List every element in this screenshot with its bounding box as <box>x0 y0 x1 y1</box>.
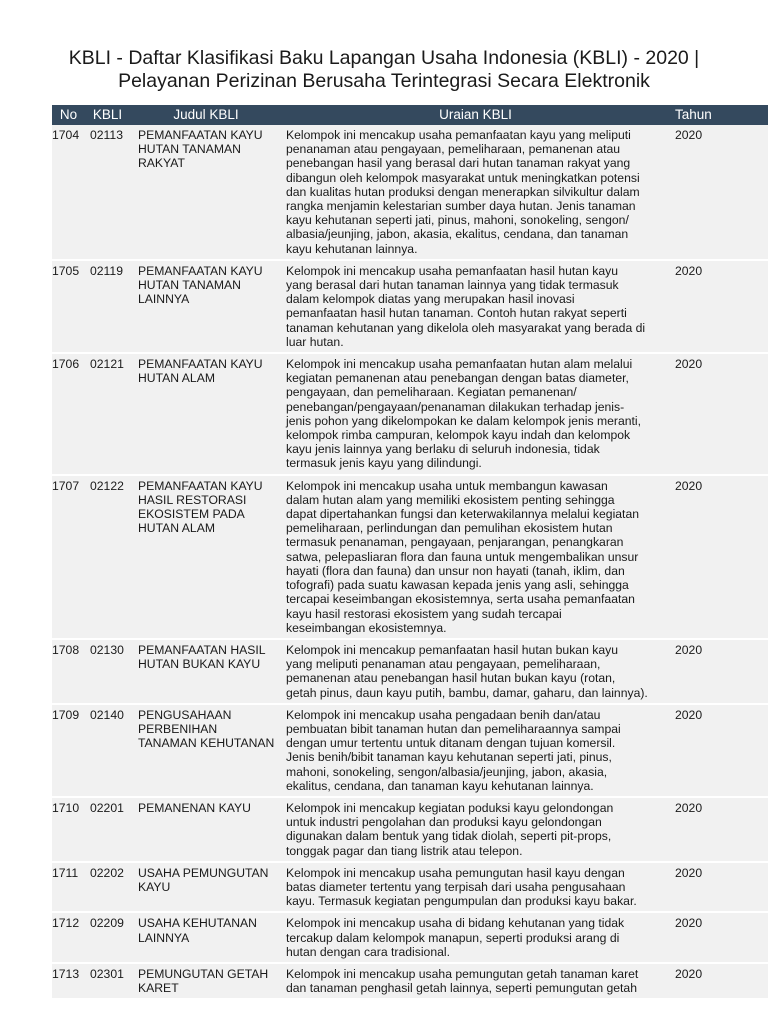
row-judul-line: LAINNYA <box>138 930 190 945</box>
row-judul-line: PERBENIHAN <box>138 721 218 736</box>
row-kbli-code: 02130 <box>85 640 130 703</box>
row-uraian-line: yang meliputi penanaman atau pengayaan, pemeliharaan, <box>286 657 601 672</box>
row-uraian-line: kayu jenis lainnya yang berlaku di seluruh indonesia, tidak <box>286 442 600 457</box>
row-uraian-line: pengayaan, dan pemeliharaan. Kegiatan pemanenan/ <box>286 385 577 400</box>
row-tahun: 2020 <box>669 354 768 474</box>
row-no: 1705 <box>52 261 85 352</box>
row-judul-line: LAINNYA <box>138 292 190 307</box>
row-no: 1709 <box>52 705 85 796</box>
row-judul <box>130 261 282 352</box>
row-judul <box>130 798 282 861</box>
row-judul-line: HUTAN BUKAN KAYU <box>138 657 261 672</box>
row-uraian-line: digunakan dalam bentuk yang tidak diolah, seperti pit-props, <box>286 829 612 844</box>
row-uraian-line: rangka menjamin kelestarian sumber daya hutan. Jenis tanaman <box>286 199 636 214</box>
row-uraian-line: kayu hasil restorasi ekosistem yang sudah tercapai <box>286 606 562 621</box>
row-judul <box>130 354 282 474</box>
row-no: 1710 <box>52 798 85 861</box>
row-judul-line: USAHA KEHUTANAN <box>138 916 257 931</box>
row-tahun: 2020 <box>669 798 768 861</box>
row-judul-line: TANAMAN KEHUTANAN <box>138 736 275 751</box>
row-uraian-line: batas diameter tertentu yang terpisah dari usaha pengusahaan <box>286 879 626 894</box>
kbli-table <box>52 105 768 998</box>
table-row <box>52 125 768 259</box>
row-uraian <box>282 705 669 796</box>
row-uraian-line: dalam kelompok diatas yang merupakan hasil inovasi <box>286 292 575 307</box>
row-uraian-line: kegiatan pemanenan atau penebangan dengan batas diameter, <box>286 371 629 386</box>
row-judul-line: HUTAN TANAMAN <box>138 142 241 157</box>
row-tahun: 2020 <box>669 705 768 796</box>
row-uraian-line: Kelompok ini mencakup usaha pemanfaatan hasil hutan kayu <box>286 263 618 278</box>
row-judul-line: KARET <box>138 981 179 996</box>
row-judul-line: PEMANFAATAN KAYU <box>138 128 263 142</box>
row-uraian-line: pemanenan atau penebangan hasil hutan bukan kayu (rotan, <box>286 671 616 686</box>
page-title-line-2: Pelayanan Perizinan Berusaha Terintegrasi Secara Elektronik <box>118 70 650 92</box>
row-judul-line: PEMUNGUTAN GETAH <box>138 966 269 981</box>
table-body <box>52 125 768 998</box>
table-header <box>52 105 768 125</box>
row-tahun: 2020 <box>669 863 768 912</box>
row-uraian-line: tonggak pagar dan tiang listrik atau telepon. <box>286 843 523 858</box>
row-judul <box>130 705 282 796</box>
row-uraian-line: satwa, pelepasliaran flora dan fauna untuk mengembalikan unsur <box>286 549 639 564</box>
table-row <box>52 705 768 796</box>
row-uraian-line: untuk industri pengolahan dan produksi kayu gelondongan <box>286 815 602 830</box>
column-header-judul: Judul KBLI <box>130 105 282 125</box>
row-uraian-line: Kelompok ini mencakup pemanfaatan hasil hutan bukan kayu <box>286 642 618 657</box>
table-row <box>52 964 768 998</box>
row-uraian-line: hutan dengan cara tradisional. <box>286 944 450 959</box>
row-tahun: 2020 <box>669 125 768 259</box>
row-judul-line: PENGUSAHAAN <box>138 707 232 722</box>
row-uraian-line: keseimbangan ekosistemnya. <box>286 620 447 635</box>
row-uraian-line: Kelompok ini mencakup usaha pemanfaatan kayu yang meliputi <box>286 128 631 142</box>
row-kbli-code: 02119 <box>85 261 130 352</box>
row-judul-line: PEMANFAATAN HASIL <box>138 642 266 657</box>
row-no: 1711 <box>52 863 85 912</box>
table-row <box>52 261 768 352</box>
row-kbli-code: 02201 <box>85 798 130 861</box>
row-uraian-line: kayu. Termasuk kegiatan pengumpulan dan produksi kayu bakar. <box>286 894 637 909</box>
row-uraian-line: Kelompok ini mencakup usaha pemungutan getah tanaman karet <box>286 966 639 981</box>
row-uraian-line: luar hutan. <box>286 334 344 349</box>
row-uraian-line: pemeliharaan, perlindungan dan pemulihan ekosistem hutan <box>286 521 613 536</box>
row-uraian <box>282 798 669 861</box>
row-kbli-code: 02121 <box>85 354 130 474</box>
table-header-row <box>52 105 768 125</box>
row-no: 1704 <box>52 125 85 259</box>
row-tahun: 2020 <box>669 476 768 638</box>
row-uraian-line: pembuatan bibit tanaman hutan dan pemeliharaannya sampai <box>286 721 621 736</box>
row-no: 1706 <box>52 354 85 474</box>
row-uraian-line: Kelompok ini mencakup usaha untuk membangun kawasan <box>286 478 608 493</box>
row-uraian-line: Kelompok ini mencakup usaha pemungutan hasil kayu dengan <box>286 865 625 880</box>
row-judul <box>130 476 282 638</box>
row-tahun: 2020 <box>669 261 768 352</box>
row-uraian-line: kayu kehutanan lainnya. <box>286 241 418 256</box>
row-uraian-line: penanaman atau pengayaan, pemeliharaan, pemanenan atau <box>286 142 621 157</box>
row-judul-line: PEMANFAATAN KAYU <box>138 263 263 278</box>
row-no: 1708 <box>52 640 85 703</box>
column-header-kbli: KBLI <box>85 105 130 125</box>
row-judul-line: KAYU <box>138 879 171 894</box>
table-row <box>52 913 768 962</box>
row-tahun: 2020 <box>669 640 768 703</box>
column-header-tahun: Tahun <box>669 105 768 125</box>
row-judul-line: HUTAN TANAMAN <box>138 278 241 293</box>
row-judul <box>130 964 282 998</box>
row-uraian-line: dalam hutan alam yang memiliki ekosistem penting sehingga <box>286 492 615 507</box>
row-tahun: 2020 <box>669 913 768 962</box>
table-row <box>52 354 768 474</box>
row-uraian-line: dan kualitas hutan produksi dengan menerapkan silvikultur dalam <box>286 184 640 199</box>
row-uraian-line: ekalitus, cendana, dan tanaman kayu kehutanan lainnya. <box>286 778 594 793</box>
row-tahun: 2020 <box>669 964 768 998</box>
row-judul-line: USAHA PEMUNGUTAN <box>138 865 269 880</box>
row-uraian-line: tanaman kehutanan yang dikelola oleh masyarakat yang berada di <box>286 320 646 335</box>
row-judul-line: HUTAN ALAM <box>138 371 215 386</box>
row-uraian-line: tercakup dalam kelompok manapun, seperti produksi arang di <box>286 930 620 945</box>
row-kbli-code: 02122 <box>85 476 130 638</box>
row-uraian <box>282 964 669 998</box>
row-uraian-line: hayati (flora dan fauna) dan unsur non hayati (tanah, iklim, dan <box>286 563 625 578</box>
table-row <box>52 798 768 861</box>
column-header-no: No <box>52 105 85 125</box>
row-uraian-line: Kelompok ini mencakup usaha pemanfaatan hutan alam melalui <box>286 357 633 372</box>
row-uraian-line: dan tanaman penghasil getah lainnya, seperti pemungutan getah <box>286 981 637 996</box>
row-uraian-line: termasuk penanaman, pengayaan, penjarangan, penangkaran <box>286 535 624 550</box>
row-uraian <box>282 261 669 352</box>
row-uraian-line: termasuk jenis kayu yang dilindungi. <box>286 456 482 471</box>
row-uraian <box>282 354 669 474</box>
row-judul <box>130 863 282 912</box>
row-judul-line: EKOSISTEM PADA <box>138 507 245 522</box>
column-header-uraian: Uraian KBLI <box>282 105 669 125</box>
row-kbli-code: 02209 <box>85 913 130 962</box>
table-row <box>52 863 768 912</box>
row-uraian-line: Jenis benih/bibit tanaman kayu kehutanan seperti jati, pinus, <box>286 750 612 765</box>
row-uraian-line: Kelompok ini mencakup usaha pengadaan benih dan/atau <box>286 707 601 722</box>
row-uraian-line: albasia/jeunjing, jabon, akasia, ekalitus, cendana, dan tanaman <box>286 227 629 242</box>
row-uraian <box>282 476 669 638</box>
row-uraian-line: tofografi) pada suatu kawasan kepada jenis yang asli, sehingga <box>286 578 629 593</box>
row-judul <box>130 640 282 703</box>
row-kbli-code: 02202 <box>85 863 130 912</box>
row-no: 1707 <box>52 476 85 638</box>
row-judul-line: RAKYAT <box>138 156 185 171</box>
row-judul <box>130 125 282 259</box>
row-kbli-code: 02301 <box>85 964 130 998</box>
row-uraian-line: Kelompok ini mencakup kegiatan poduksi kayu gelondongan <box>286 800 614 815</box>
row-uraian-line: kelompok rimba campuran, kelompok kayu indah dan kelompok <box>286 428 631 443</box>
page-title <box>20 47 748 93</box>
row-no: 1713 <box>52 964 85 998</box>
row-judul-line: PEMANFAATAN KAYU <box>138 478 263 493</box>
row-uraian <box>282 863 669 912</box>
row-uraian-line: penebangan hasil yang berasal dari hutan tanaman rakyat yang <box>286 156 631 171</box>
row-uraian-line: jenis pohon yang dikelompokan ke dalam kelompok jenis meranti, <box>286 413 641 428</box>
row-judul-line: HUTAN ALAM <box>138 521 215 536</box>
row-uraian <box>282 125 669 259</box>
row-judul-line: PEMANENAN KAYU <box>138 800 251 815</box>
row-uraian-line: yang berasal dari hutan tanaman lainnya yang tidak termasuk <box>286 278 619 293</box>
row-judul-line: PEMANFAATAN KAYU <box>138 357 263 372</box>
table-row <box>52 640 768 703</box>
row-uraian <box>282 640 669 703</box>
row-uraian-line: Kelompok ini mencakup usaha di bidang kehutanan yang tidak <box>286 916 625 931</box>
row-uraian-line: pemanfaatan hasil hutan tanaman. Contoh hutan rakyat seperti <box>286 306 627 321</box>
table-row <box>52 476 768 638</box>
row-uraian-line: tercapai keseimbangan ekosistemnya, serta usaha pemanfaatan <box>286 592 635 607</box>
row-no: 1712 <box>52 913 85 962</box>
row-uraian-line: mahoni, sonokeling, sengon/albasia/jeunjing, jabon, akasia, <box>286 764 608 779</box>
row-uraian <box>282 913 669 962</box>
row-uraian-line: dapat dipertahankan fungsi dan keterwakilannya melalui kegiatan <box>286 507 639 522</box>
row-uraian-line: dibangun oleh kelompok masyarakat untuk meningkatkan potensi <box>286 170 640 185</box>
row-judul <box>130 913 282 962</box>
row-kbli-code: 02140 <box>85 705 130 796</box>
row-judul-line: HASIL RESTORASI <box>138 492 247 507</box>
row-kbli-code: 02113 <box>85 125 130 259</box>
row-uraian-line: dengan umur tertentu untuk ditanam dengan tujuan komersil. <box>286 736 616 751</box>
page-title-line-1: KBLI - Daftar Klasifikasi Baku Lapangan Usaha Indonesia (KBLI) - 2020 | <box>68 47 700 69</box>
row-uraian-line: penebangan/pengayaan/penanaman dilakukan terhadap jenis- <box>286 399 625 414</box>
row-uraian-line: kayu kehutanan seperti jati, pinus, mahoni, sonokeling, sengon/ <box>286 213 629 228</box>
row-uraian-line: getah pinus, daun kayu putih, bambu, damar, gaharu, dan lainnya). <box>286 685 648 700</box>
